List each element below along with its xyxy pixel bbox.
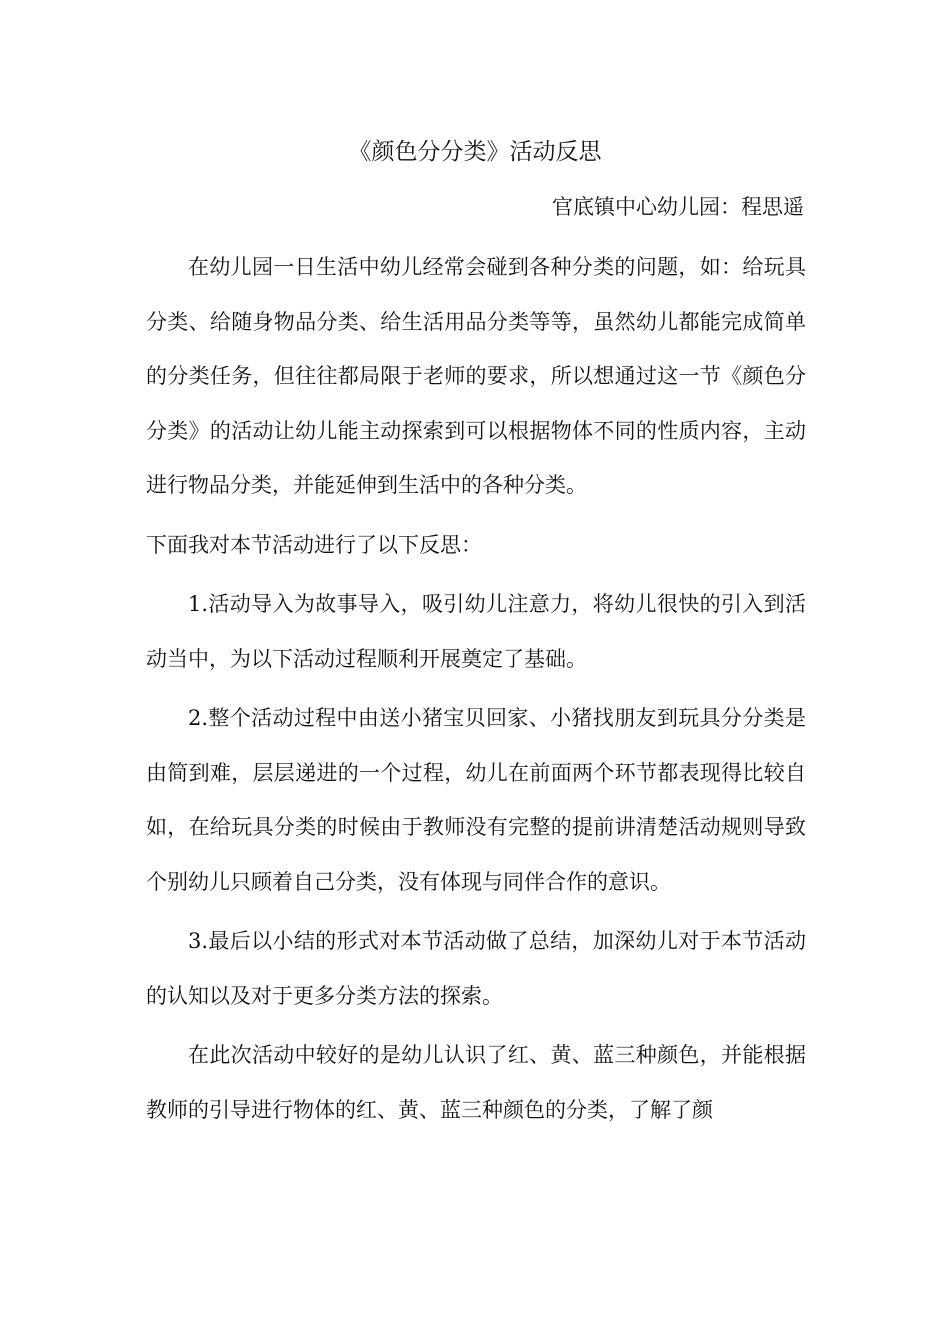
paragraph-intro: 在幼儿园一日生活中幼儿经常会碰到各种分类的问题，如：给玩具分类、给随身物品分类、给生活用品分类等等，虽然幼儿都能完成简单的分类任务，但往往都局限于老师的要求，所以想通过这一节《颜色分分类》的活动让幼儿能主动探索到可以根据物体不同的性质内容，主动进行物品分类，并能延伸到生活中的各种分类。 bbox=[146, 255, 806, 497]
paragraph-point-3: 3.最后以小结的形式对本节活动做了总结，加深幼儿对于本节活动的认知以及对于更多分类方法的探索。 bbox=[146, 929, 806, 1008]
paragraph-conclusion: 在此次活动中较好的是幼儿认识了红、黄、蓝三种颜色，并能根据教师的引导进行物体的红、黄、蓝三种颜色的分类，了解了颜 bbox=[146, 1043, 806, 1122]
paragraph-reflection-lead: 下面我对本节活动进行了以下反思： bbox=[146, 532, 482, 557]
document-body bbox=[146, 240, 806, 1142]
paragraph-point-2: 2.整个活动过程中由送小猪宝贝回家、小猪找朋友到玩具分分类是由简到难，层层递进的一个过程，幼儿在前面两个环节都表现得比较自如，在给玩具分类的时候由于教师没有完整的提前讲清楚活动规则导致个别幼儿只顾着自己分类，没有体现与同伴合作的意识。 bbox=[146, 706, 806, 894]
author-line: 官底镇中心幼儿园：程思遥 bbox=[552, 195, 804, 219]
paragraph-point-1: 1.活动导入为故事导入，吸引幼儿注意力，将幼儿很快的引入到活动当中，为以下活动过程顺利开展奠定了基础。 bbox=[146, 592, 806, 671]
document-title: 《颜色分分类》活动反思 bbox=[348, 139, 602, 165]
